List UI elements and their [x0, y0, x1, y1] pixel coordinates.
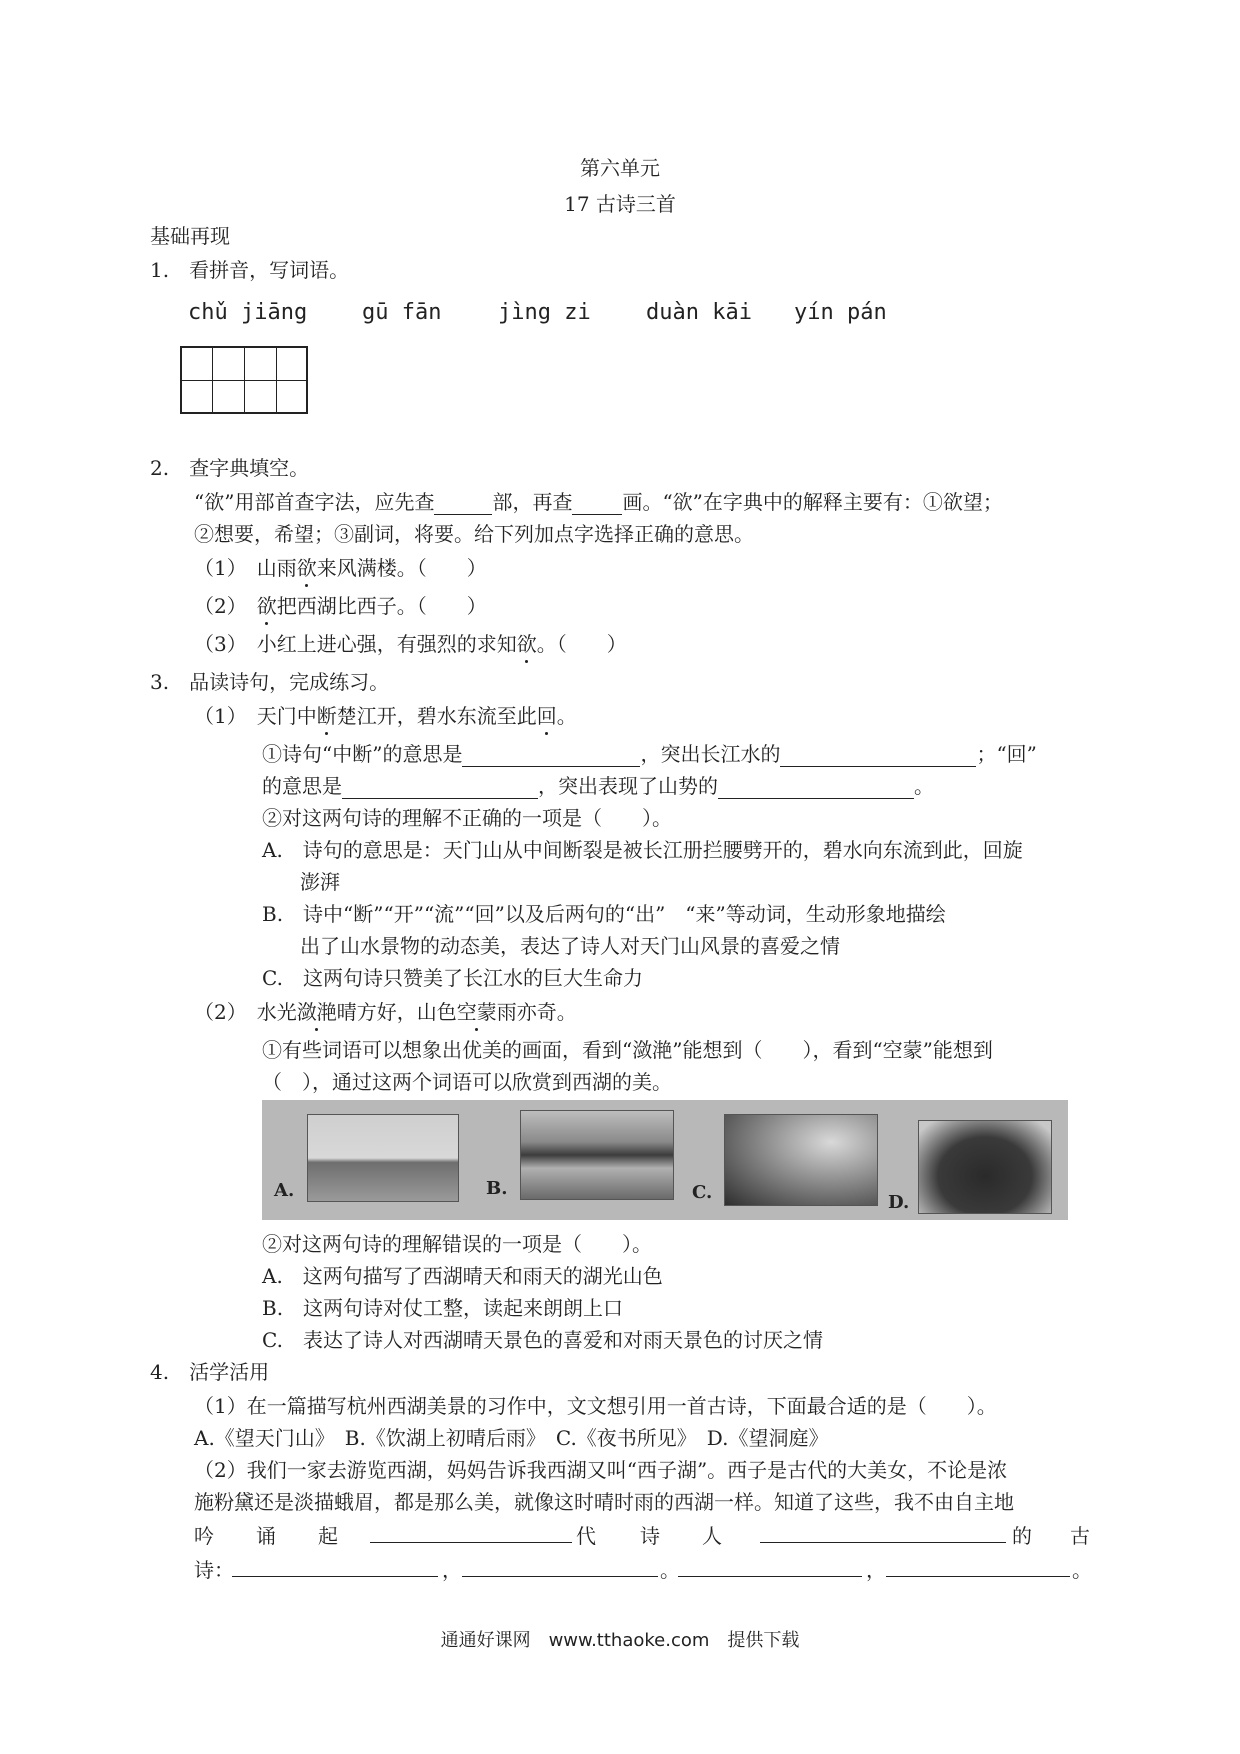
- radical-blank[interactable]: [434, 492, 492, 515]
- writing-grid[interactable]: [180, 346, 308, 414]
- q4-p1: （1）在一篇描写杭州西湖美景的习作中，文文想引用一首古诗，下面最合适的是（ ）。: [194, 1394, 997, 1418]
- section-title: 基础再现: [150, 224, 230, 248]
- comma-1: ，: [442, 1558, 462, 1582]
- q4-w2: 诵: [256, 1524, 276, 1548]
- blank-poem-line-3[interactable]: [678, 1554, 862, 1577]
- footer-text: 通通好课网 www.tthaoke.com 提供下载: [440, 1630, 800, 1651]
- blank-poem-line-1[interactable]: [232, 1554, 438, 1577]
- pinyin-4: duàn kāi: [646, 300, 752, 325]
- q3-p2-s2: （ ），通过这两个词语可以欣赏到西湖的美。: [262, 1070, 672, 1094]
- blank-poem-line-2[interactable]: [462, 1554, 658, 1577]
- blank-zhongduan[interactable]: [462, 744, 640, 767]
- q4-w4: 代: [576, 1524, 596, 1548]
- q3-p1-optC: C. 这两句诗只赞美了长江水的巨大生命力: [262, 966, 643, 990]
- q3-p2-poem: （2） 水光潋滟晴方好，山色空蒙雨亦奇。: [194, 996, 577, 1025]
- blank-hui[interactable]: [342, 776, 538, 799]
- stroke-blank[interactable]: [572, 492, 622, 515]
- blank-mountain[interactable]: [718, 776, 914, 799]
- blank-poem-line-4[interactable]: [886, 1554, 1070, 1577]
- pinyin-2: gū fān: [362, 300, 442, 325]
- photo-label-c: C.: [692, 1182, 713, 1203]
- q3-p2-optB: B. 这两句诗对仗工整，读起来朗朗上口: [262, 1296, 624, 1320]
- q2-item-2: （2） 欲把西湖比西子。（ ）: [194, 590, 487, 619]
- q4-p2-line1: （2）我们一家去游览西湖，妈妈告诉我西湖又叫“西子湖”。西子是古代的大美女，不论是浓: [194, 1458, 1008, 1482]
- q3-p1-optA1: A. 诗句的意思是：天门山从中间断裂是被长江册拦腰劈开的，碧水向东流到此，回旋: [262, 838, 1023, 862]
- photo-label-b: B.: [486, 1178, 508, 1199]
- pinyin-3: jìng zi: [498, 300, 591, 325]
- q3-p1-optB1: B. 诗中“断”“开”“流”“回”以及后两句的“出” “来”等动词，生动形象地描绘: [262, 902, 946, 926]
- q4-w1: 吟: [194, 1524, 214, 1548]
- q3-p2-s1: ①有些词语可以想象出优美的画面，看到“潋滟”能想到（ ），看到“空蒙”能想到: [262, 1038, 993, 1062]
- photo-label-a: A.: [274, 1180, 295, 1201]
- q3-p1-s2: 的意思是 ，突出表现了山势的 。: [262, 774, 934, 798]
- comma-2: ，: [866, 1558, 886, 1582]
- pinyin-5: yín pán: [794, 300, 887, 325]
- photo-d-rocks: [918, 1120, 1052, 1214]
- q2-title: 2. 查字典填空。: [150, 456, 310, 480]
- q4-w7: 的: [1012, 1524, 1032, 1548]
- blank-dynasty[interactable]: [370, 1520, 572, 1543]
- q3-p2-optA: A. 这两句描写了西湖晴天和雨天的湖光山色: [262, 1264, 663, 1288]
- photo-c-misty-mountains: [724, 1114, 878, 1206]
- blank-water[interactable]: [780, 744, 976, 767]
- q2-item-3: （3） 小红上进心强，有强烈的求知欲。（ ）: [194, 628, 627, 657]
- q3-p1-s3: ②对这两句诗的理解不正确的一项是（ ）。: [262, 806, 672, 830]
- landscape-photo-strip: [262, 1100, 1068, 1220]
- period-2: 。: [1072, 1558, 1092, 1582]
- q4-line4-start: 诗：: [194, 1558, 234, 1582]
- unit-title: 第六单元: [580, 156, 660, 180]
- period-1: 。: [660, 1558, 680, 1582]
- q3-p1-s1: ①诗句“中断”的意思是 ，突出长江水的 ；“回”: [262, 742, 1037, 766]
- q4-w3: 起: [318, 1524, 338, 1548]
- q3-title: 3. 品读诗句，完成练习。: [150, 670, 390, 694]
- q3-p2-optC: C. 表达了诗人对西湖晴天景色的喜爱和对雨天景色的讨厌之情: [262, 1328, 823, 1352]
- q2-line1: “欲”用部首查字法，应先查 部，再查 画。“欲”在字典中的解释主要有：①欲望；: [194, 490, 1003, 514]
- q3-p1-poem: （1） 天门中断楚江开，碧水东流至此回。: [194, 700, 577, 729]
- q3-p2-s3: ②对这两句诗的理解错误的一项是（ ）。: [262, 1232, 652, 1256]
- q4-w6: 人: [702, 1524, 722, 1548]
- q3-p1-optB2: 出了山水景物的动态美，表达了诗人对天门山风景的喜爱之情: [300, 934, 840, 958]
- q2-item-1: （1） 山雨欲来风满楼。（ ）: [194, 552, 487, 581]
- photo-label-d: D.: [888, 1192, 910, 1213]
- q3-p1-optA2: 澎湃: [300, 870, 340, 894]
- q2-line2: ②想要，希望；③副词，将要。给下列加点字选择正确的意思。: [194, 522, 754, 546]
- q4-p1-options: A.《望天门山》 B.《饮湖上初晴后雨》 C.《夜书所见》 D.《望洞庭》: [194, 1426, 829, 1450]
- lesson-title: 17 古诗三首: [564, 192, 676, 216]
- q4-w5: 诗: [640, 1524, 660, 1548]
- q4-title: 4. 活学活用: [150, 1360, 270, 1384]
- blank-poet[interactable]: [760, 1520, 1006, 1543]
- q4-p2-line2: 施粉黛还是淡描蛾眉，都是那么美，就像这时晴时雨的西湖一样。知道了这些，我不由自主地: [194, 1490, 1014, 1514]
- photo-a-lake: [307, 1114, 459, 1202]
- q4-w8: 古: [1070, 1524, 1090, 1548]
- q1-title: 1. 看拼音，写词语。: [150, 258, 350, 282]
- photo-b-waves: [520, 1110, 674, 1200]
- pinyin-1: chǔ jiāng: [188, 300, 308, 325]
